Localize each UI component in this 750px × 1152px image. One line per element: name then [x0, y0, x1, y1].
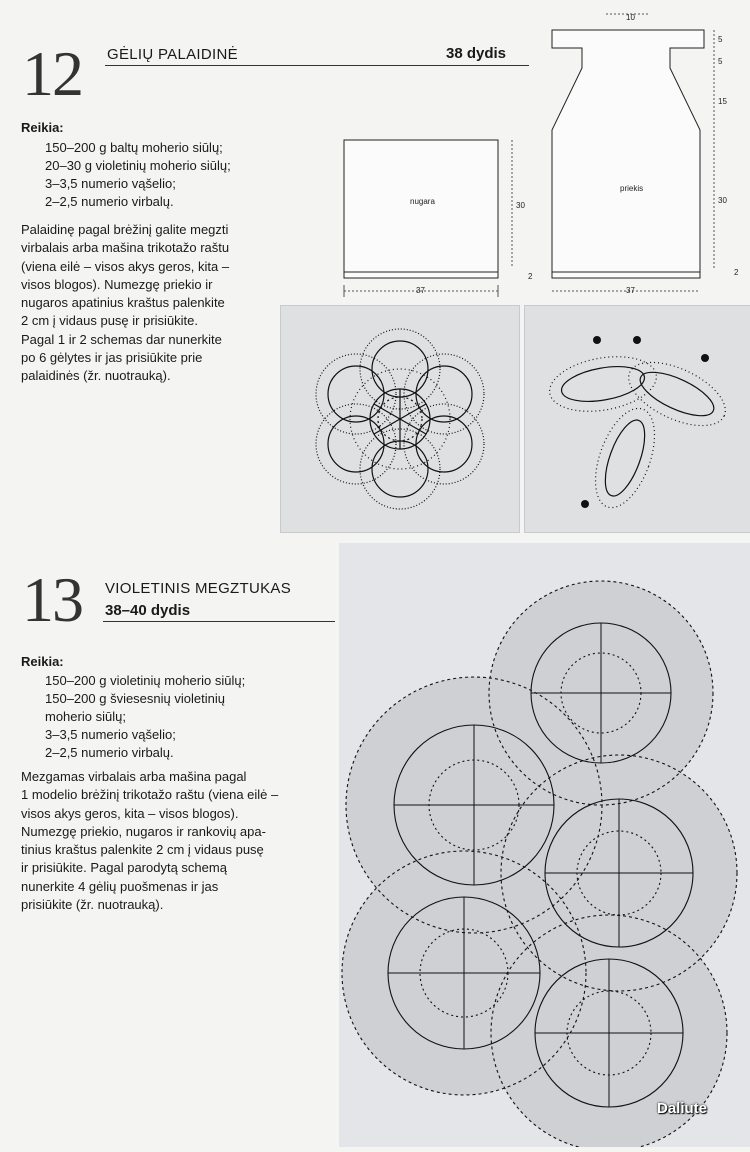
section-13-size: 38–40 dydis [105, 602, 191, 619]
back-label: nugara [410, 197, 435, 206]
crochet-flower-chart-1 [281, 306, 519, 532]
section-13-materials [45, 672, 245, 762]
material-item: moherio siūlų; [45, 709, 126, 724]
front-width-label: 37 [626, 286, 635, 295]
front-armhole-label: 15 [718, 97, 727, 106]
section-13-number: 13 [22, 564, 82, 635]
section-12-number: 12 [22, 38, 82, 109]
front-label: priekis [620, 184, 644, 193]
material-item: 20–30 g violetinių moherio siūlų; [45, 158, 231, 173]
paragraph-line: po 6 gėlytes ir jas prisiūkite prie [21, 350, 203, 366]
section-12-size: 38 dydis [446, 45, 507, 62]
material-item: 3–3,5 numerio vąšelio; [45, 176, 176, 191]
paragraph-line: (viena eilė – visos akys geros, kita – [21, 258, 230, 274]
section-13-requirements-label: Reikia: [21, 654, 64, 669]
back-height-label: 30 [516, 201, 525, 210]
paragraph-line: ir prisiūkite. Pagal parodytą schemą [21, 860, 227, 876]
watermark: Daliute [657, 1100, 708, 1117]
back-width-label: 37 [416, 286, 425, 295]
section-13-paragraph [21, 768, 278, 914]
material-item: 2–2,5 numerio virbalų. [45, 745, 174, 760]
crochet-chart-1-panel [280, 305, 520, 533]
paragraph-line: Palaidinę pagal brėžinį galite megzti [21, 222, 229, 237]
paragraph-line: nugaros apatinius kraštus palenkite [21, 295, 225, 311]
crochet-leaf-chart-2 [525, 306, 750, 532]
front-piece [552, 30, 704, 278]
paragraph-line: 2 cm į vidaus pusę ir prisiūkite. [21, 313, 199, 329]
crochet-chart-2-panel [524, 305, 750, 533]
front-top-width-label: 10 [626, 13, 635, 22]
back-hem-label: 2 [528, 272, 533, 281]
paragraph-line: nunerkite 4 gėlių puošmenas ir jas [21, 878, 219, 894]
paragraph-line: prisiūkite (žr. nuotrauką). [21, 897, 164, 913]
section-12-paragraph [21, 221, 229, 386]
section-12-title: GĖLIŲ PALAIDINĖ [107, 46, 238, 63]
paragraph-line: visos akys geros, kita – visos blogos). [21, 805, 239, 821]
paragraph-line: Numezgę priekio, nugaros ir rankovių apa- [21, 823, 266, 839]
crochet-flowers-chart-3 [339, 543, 750, 1147]
material-item: 3–3,5 numerio vąšelio; [45, 727, 176, 742]
paragraph-line: virbalais arba mašina trikotažo raštu [21, 240, 230, 256]
material-item: 150–200 g baltų moherio siūlų; [45, 140, 223, 155]
back-piece [344, 140, 512, 297]
paragraph-line: Pagal 1 ir 2 schemas dar nunerkite [21, 331, 222, 347]
section-12-materials [45, 139, 231, 211]
garment-schematic [330, 0, 750, 300]
crochet-chart-3-panel [339, 543, 750, 1147]
front-shoulder-1-label: 5 [718, 35, 723, 44]
paragraph-line: 1 modelio brėžinį trikotažo raštu (viena eilė – [21, 787, 279, 803]
front-shoulder-2-label: 5 [718, 57, 723, 66]
material-item: 150–200 g violetinių moherio siūlų; [45, 673, 246, 688]
paragraph-line: visos blogos). Numezgę priekio ir [21, 276, 213, 292]
front-hem-label: 2 [734, 268, 739, 277]
paragraph-line: tinius kraštus palenkite 2 cm į vidaus pusę [21, 842, 264, 858]
paragraph-line: Mezgamas virbalais arba mašina pagal [21, 769, 247, 784]
material-item: 2–2,5 numerio virbalų. [45, 194, 174, 209]
material-item: 150–200 g šviesesnių violetinių [45, 691, 225, 706]
section-13-title: VIOLETINIS MEGZTUKAS [105, 580, 292, 597]
section-12-requirements-label: Reikia: [21, 120, 64, 135]
paragraph-line: palaidinės (žr. nuotrauką). [21, 368, 171, 384]
section-13-rule [103, 621, 335, 622]
front-height-label: 30 [718, 196, 727, 205]
